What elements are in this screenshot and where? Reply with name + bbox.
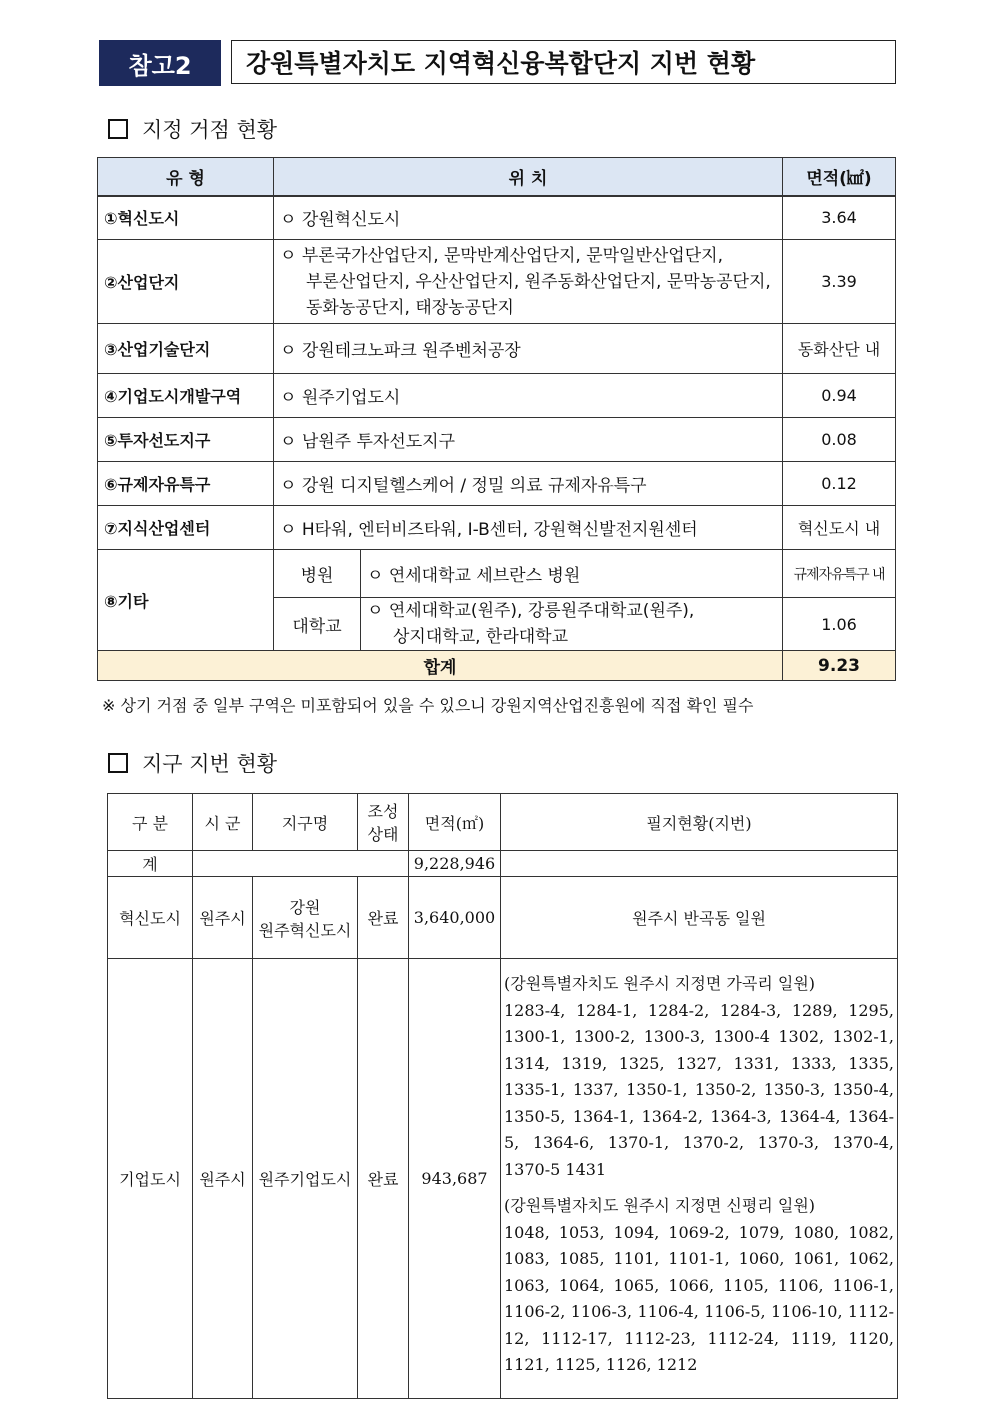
parcel-group <box>504 971 894 1183</box>
location-line: ㅇ 연세대학교(원주), 강릉원주대학교(원주), <box>367 601 695 621</box>
header-area: 면적(㎢) <box>783 158 896 196</box>
page-header <box>99 40 898 86</box>
table-row <box>108 959 898 1399</box>
row-type: ④기업도시개발구역 <box>98 374 274 418</box>
row-district: 원주기업도시 <box>253 959 358 1399</box>
row-parcel <box>501 959 898 1399</box>
header-status-line: 상태 <box>367 825 399 844</box>
sub-label-hospital: 병원 <box>274 550 361 598</box>
location-line: ㅇ 부론국가산업단지, 문막반계산업단지, 문막일반산업단지, <box>280 245 723 266</box>
header-city: 시 군 <box>193 794 253 851</box>
row-area: 0.94 <box>783 374 896 418</box>
section-heading-2 <box>108 748 277 778</box>
checkbox-icon <box>108 119 128 139</box>
row-location <box>274 240 783 324</box>
table-row <box>98 324 896 374</box>
row-location: ㅇ 강원 디지털헬스케어 / 정밀 의료 규제자유특구 <box>274 462 783 506</box>
header-type: 유 형 <box>98 158 274 196</box>
row-category: 혁신도시 <box>108 877 193 959</box>
row-area: 3.39 <box>783 240 896 324</box>
parcel-group-text: 1048, 1053, 1094, 1069-2, 1079, 1080, 1082, 1083, 1085, 1101, 1101-1, 1060, 1061, 1062, 1063, 1064, 1065, 1066, 1105, 1106, 1106-1, 1106-2, 1106-3, 1106-4, 1106-5, 1106-10, 1112-12, 1112-17, 1112-23, 1112-24, 1119, 1120, 1121, 1125, 1126, 1212 <box>504 1222 894 1374</box>
district-line: 원주혁신도시 <box>258 920 352 940</box>
total-parcel-empty <box>501 851 898 877</box>
row-location: ㅇ 강원테크노파크 원주벤처공장 <box>274 324 783 374</box>
row-type: ②산업단지 <box>98 240 274 324</box>
total-row <box>98 651 896 681</box>
row-area: 혁신도시 내 <box>783 506 896 550</box>
row-location: ㅇ 연세대학교 세브란스 병원 <box>361 550 783 598</box>
checkbox-icon <box>108 753 128 773</box>
header-area: 면적(㎡) <box>409 794 501 851</box>
row-location <box>361 598 783 651</box>
location-line: 상지대학교, 한라대학교 <box>393 627 569 647</box>
location-line: 부론산업단지, 우산산업단지, 원주동화산업단지, 문막농공단지, <box>306 271 771 292</box>
row-area: 943,687 <box>409 959 501 1399</box>
parcel-group-heading: (강원특별자치도 원주시 지정면 가곡리 일원) <box>504 974 816 993</box>
row-location: ㅇ 강원혁신도시 <box>274 196 783 240</box>
district-line: 강원 <box>289 897 321 917</box>
row-area: 3,640,000 <box>409 877 501 959</box>
table-row <box>98 462 896 506</box>
location-line: 동화농공단지, 태장농공단지 <box>306 297 514 318</box>
sub-label-university: 대학교 <box>274 598 361 651</box>
row-location: ㅇ H타워, 엔터비즈타워, I-B센터, 강원혁신발전지원센터 <box>274 506 783 550</box>
row-area: 동화산단 내 <box>783 324 896 374</box>
table-row <box>108 877 898 959</box>
table-header-row <box>108 794 898 851</box>
parcel-group-heading: (강원특별자치도 원주시 지정면 신평리 일원) <box>504 1196 816 1215</box>
row-type: ⑤투자선도지구 <box>98 418 274 462</box>
header-status-line: 조성 <box>367 802 399 821</box>
parcel-table <box>107 793 898 1399</box>
row-area: 1.06 <box>783 598 896 651</box>
parcel-group <box>504 1193 894 1379</box>
row-area: 규제자유특구 내 <box>783 550 896 598</box>
row-city: 원주시 <box>193 959 253 1399</box>
table-row <box>98 418 896 462</box>
row-type: ③산업기술단지 <box>98 324 274 374</box>
row-location: ㅇ 남원주 투자선도지구 <box>274 418 783 462</box>
parcel-group-text: 1283-4, 1284-1, 1284-2, 1284-3, 1289, 1295, 1300-1, 1300-2, 1300-3, 1300-4 1302, 1302-1, 1314, 1319, 1325, 1327, 1331, 1333, 1335, 1335-1, 1337, 1350-1, 1350-2, 1350-3, 1350-4, 1350-5, 1364-1, 1364-2, 1364-3, 1364-4, 1364-5, 1364-6, 1370-1, 1370-2, 1370-3, 1370-4, 1370-5 1431 <box>504 1000 894 1179</box>
total-label: 합계 <box>98 651 783 681</box>
row-area: 3.64 <box>783 196 896 240</box>
row-status: 완료 <box>358 959 409 1399</box>
header-parcel: 필지현황(지번) <box>501 794 898 851</box>
row-type: ⑥규제자유특구 <box>98 462 274 506</box>
row-parcel: 원주시 반곡동 일원 <box>501 877 898 959</box>
reference-tag: 참고2 <box>99 40 221 86</box>
section-title: 지정 거점 현황 <box>142 118 278 142</box>
section-title: 지구 지번 현황 <box>142 752 278 776</box>
row-area: 0.08 <box>783 418 896 462</box>
section-heading-1 <box>108 114 277 144</box>
footnote: ※ 상기 거점 중 일부 구역은 미포함되어 있을 수 있으니 강원지역산업진흥원에 직접 확인 필수 <box>102 696 754 715</box>
page-title: 강원특별자치도 지역혁신융복합단지 지번 현황 <box>231 40 896 84</box>
header-category: 구 분 <box>108 794 193 851</box>
total-empty <box>193 851 409 877</box>
row-area: 0.12 <box>783 462 896 506</box>
row-location: ㅇ 원주기업도시 <box>274 374 783 418</box>
total-area: 9,228,946 <box>409 851 501 877</box>
header-district: 지구명 <box>253 794 358 851</box>
table-row <box>98 196 896 240</box>
table-row <box>98 550 896 598</box>
total-label: 계 <box>108 851 193 877</box>
header-location: 위 치 <box>274 158 783 196</box>
header-status <box>358 794 409 851</box>
row-status: 완료 <box>358 877 409 959</box>
table-row <box>98 240 896 324</box>
designated-sites-table <box>97 157 896 681</box>
table-row <box>98 374 896 418</box>
row-type: ⑦지식산업센터 <box>98 506 274 550</box>
row-city: 원주시 <box>193 877 253 959</box>
table-row <box>98 506 896 550</box>
row-type: ①혁신도시 <box>98 196 274 240</box>
table-header-row <box>98 158 896 196</box>
row-district <box>253 877 358 959</box>
row-type: ⑧기타 <box>98 550 274 651</box>
total-value: 9.23 <box>783 651 896 681</box>
row-category: 기업도시 <box>108 959 193 1399</box>
total-row <box>108 851 898 877</box>
